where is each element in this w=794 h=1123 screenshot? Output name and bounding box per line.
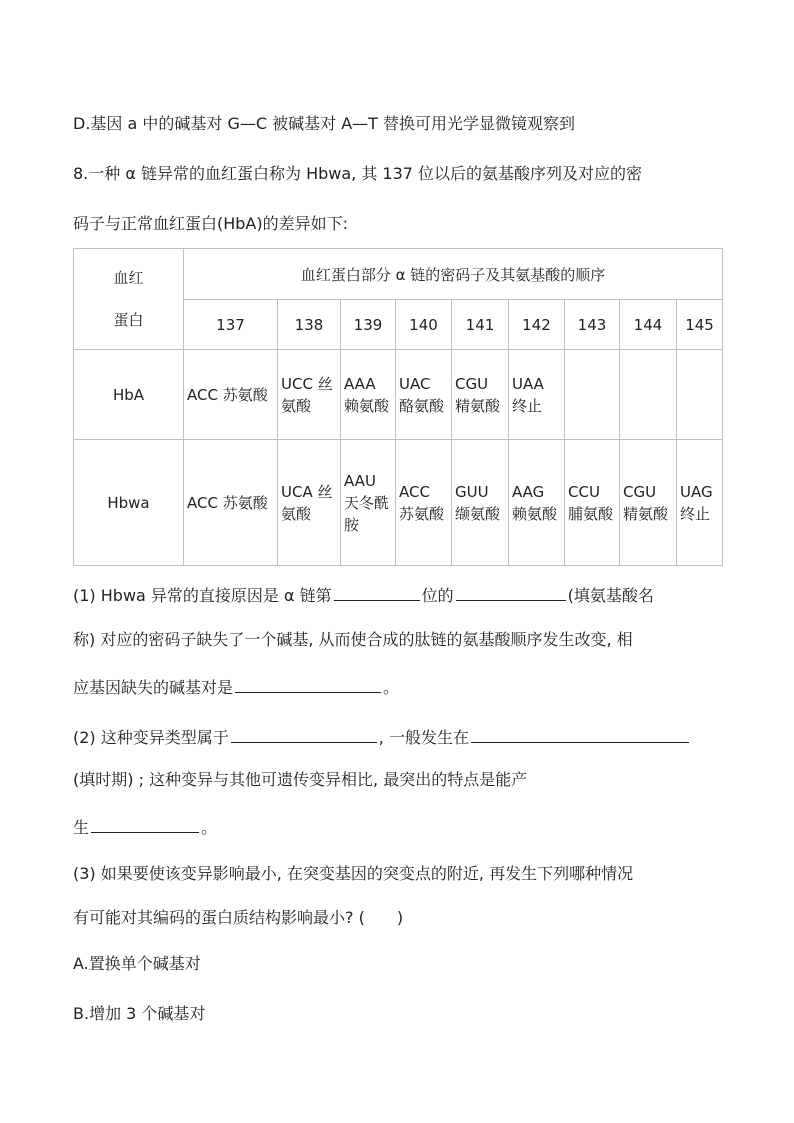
table-cell: ACC 苏氨酸	[396, 440, 452, 566]
question-3-line-1: (3) 如果要使该变异影响最小, 在突变基因的突变点的附近, 再发生下列哪种情况	[73, 864, 634, 883]
question-1-line-3: 应基因缺失的碱基对是 。	[73, 678, 400, 697]
table-cell: CCU 脯氨酸	[565, 440, 620, 566]
row-label: HbA	[74, 350, 184, 440]
position-header: 137	[184, 300, 278, 350]
table-row-hbwa	[74, 440, 723, 566]
table-cell: UAA 终止	[509, 350, 565, 440]
option-a[interactable]: A.置换单个碱基对	[73, 954, 201, 973]
question-8-line-1: 8.一种 α 链异常的血红蛋白称为 Hbwa, 其 137 位以后的氨基酸序列及对应的密	[73, 164, 643, 183]
position-header: 145	[677, 300, 723, 350]
table-cell: UCC 丝 氨酸	[278, 350, 341, 440]
table-cell: CGU 精氨酸	[620, 440, 677, 566]
table-cell-empty	[677, 350, 723, 440]
codon-table	[73, 248, 723, 566]
table-cell: ACC 苏氨酸	[184, 440, 278, 566]
option-b[interactable]: B.增加 3 个碱基对	[73, 1004, 206, 1023]
table-cell: AAU 天冬酰 胺	[341, 440, 396, 566]
position-header: 139	[341, 300, 396, 350]
option-d-text: D.基因 a 中的碱基对 G—C 被碱基对 A—T 替换可用光学显微镜观察到	[73, 114, 576, 133]
table-main-header: 血红蛋白部分 α 链的密码子及其氨基酸的顺序	[184, 249, 723, 300]
table-cell: ACC 苏氨酸	[184, 350, 278, 440]
table-cell: UAC 酪氨酸	[396, 350, 452, 440]
table-cell: UCA 丝 氨酸	[278, 440, 341, 566]
question-2-line-1: (2) 这种变异类型属于 , 一般发生在	[73, 726, 691, 748]
answer-blank[interactable]	[91, 816, 199, 833]
position-header: 142	[509, 300, 565, 350]
position-header: 140	[396, 300, 452, 350]
question-2-line-2: (填时期) ; 这种变异与其他可遗传变异相比, 最突出的特点是能产	[73, 770, 528, 789]
table-cell: GUU 缬氨酸	[452, 440, 509, 566]
position-header: 144	[620, 300, 677, 350]
question-1-line-2: 称) 对应的密码子缺失了一个碱基, 从而使合成的肽链的氨基酸顺序发生改变, 相	[73, 630, 633, 649]
position-header: 141	[452, 300, 509, 350]
question-8-line-2: 码子与正常血红蛋白(HbA)的差异如下:	[73, 214, 349, 233]
table-cell: AAG 赖氨酸	[509, 440, 565, 566]
answer-blank[interactable]	[235, 676, 381, 693]
position-header: 143	[565, 300, 620, 350]
question-1-line-1: (1) Hbwa 异常的直接原因是 α 链第 位的 (填氨基酸名	[73, 586, 654, 605]
corner-header: 血红 蛋白	[74, 249, 184, 350]
table-cell: AAA 赖氨酸	[341, 350, 396, 440]
table-cell: CGU 精氨酸	[452, 350, 509, 440]
question-2-line-3: 生 。	[73, 818, 218, 837]
row-label: Hbwa	[74, 440, 184, 566]
table-cell: UAG 终止	[677, 440, 723, 566]
table-row-hba	[74, 350, 723, 440]
answer-blank[interactable]	[471, 726, 689, 743]
answer-blank[interactable]	[334, 584, 420, 601]
position-header: 138	[278, 300, 341, 350]
question-3-line-2: 有可能对其编码的蛋白质结构影响最小? ( )	[73, 908, 404, 927]
answer-blank[interactable]	[231, 726, 377, 743]
answer-blank[interactable]	[456, 584, 566, 601]
table-cell-empty	[565, 350, 620, 440]
table-cell-empty	[620, 350, 677, 440]
